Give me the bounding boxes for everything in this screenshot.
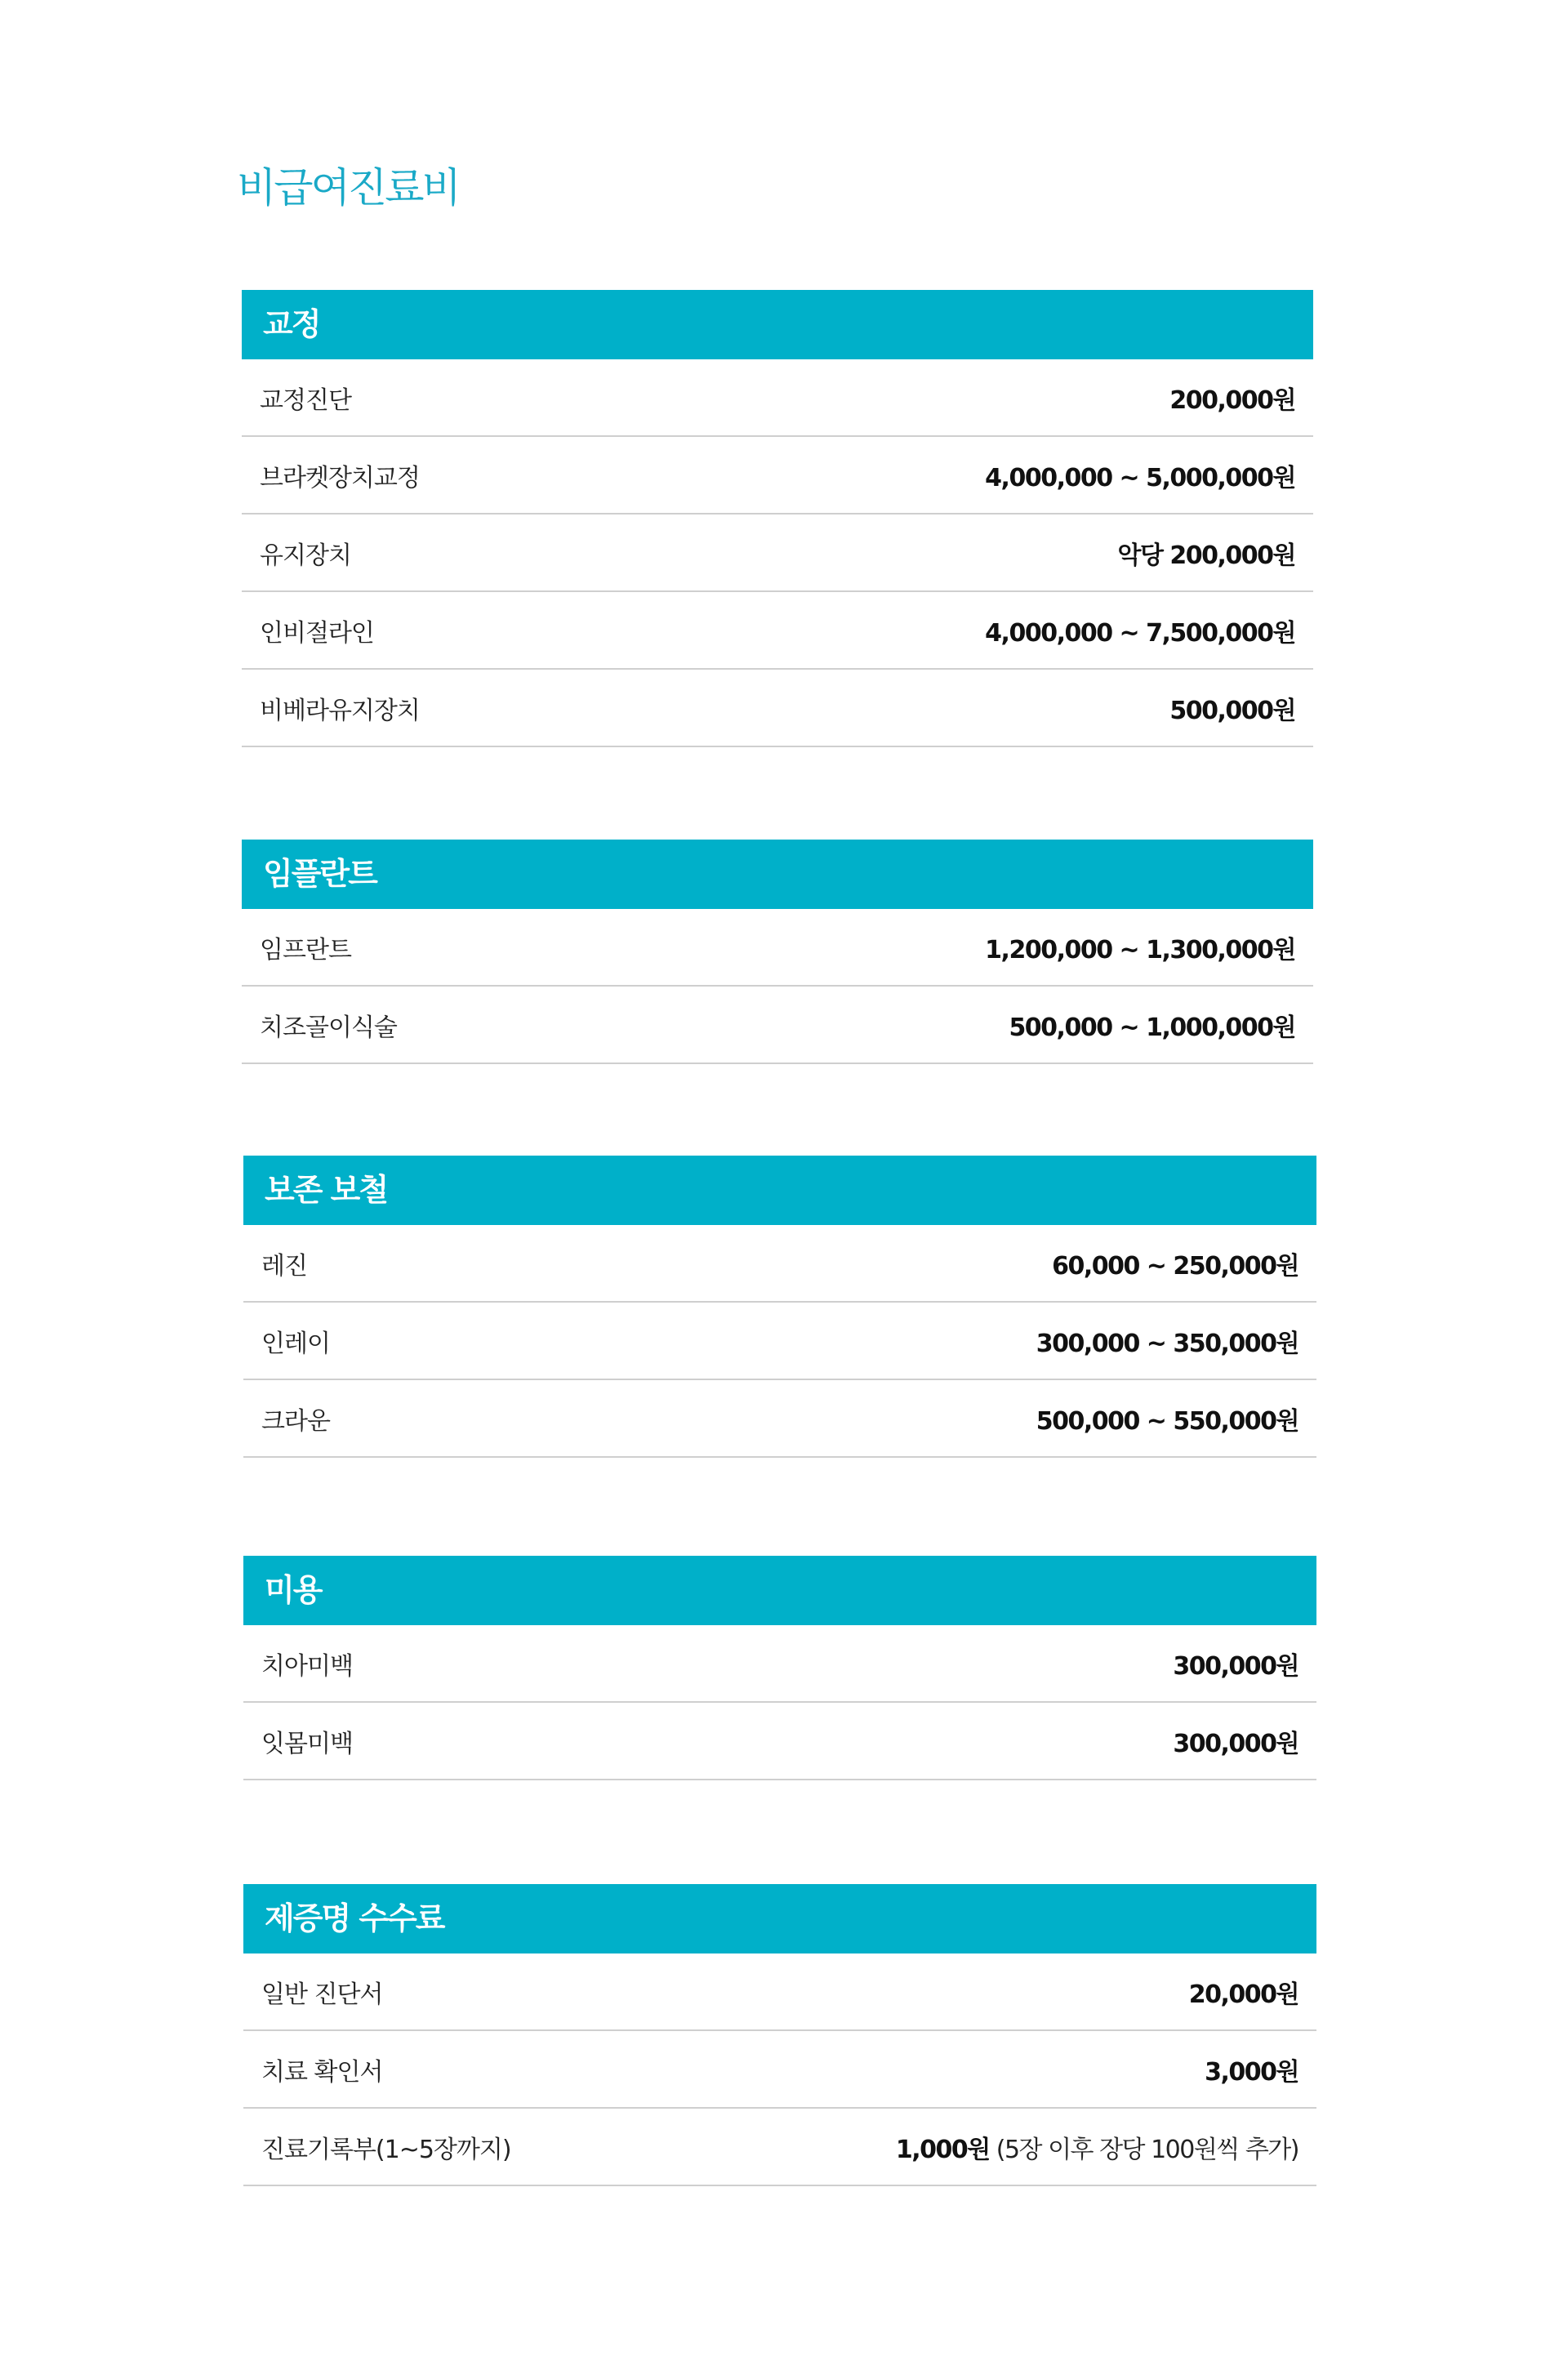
item-label: 치조골이식술 — [260, 1013, 397, 1042]
section-orthodontics — [242, 290, 1313, 747]
item-price: 20,000원 — [1188, 1980, 1298, 2009]
section-implant — [242, 840, 1313, 1064]
page-title: 비급여진료비 — [237, 164, 459, 212]
price-row — [243, 1380, 1316, 1458]
price-row — [243, 1303, 1316, 1380]
section-header: 보존 보철 — [243, 1156, 1316, 1225]
item-price: 500,000 ~ 1,000,000원 — [1009, 1013, 1295, 1042]
item-note: (5장 이후 장당 100원씩 추가) — [996, 2135, 1298, 2164]
price-row — [243, 1703, 1316, 1780]
section-header: 임플란트 — [242, 840, 1313, 909]
price-row — [242, 987, 1313, 1064]
item-price: 1,000원 — [895, 2135, 990, 2164]
item-price: 500,000 ~ 550,000원 — [1036, 1406, 1298, 1436]
price-row — [242, 359, 1313, 437]
item-label: 비베라유지장치 — [260, 696, 420, 725]
section-certificate-fees — [243, 1884, 1316, 2186]
price-row — [243, 2031, 1316, 2109]
item-price: 4,000,000 ~ 5,000,000원 — [985, 463, 1295, 492]
price-row — [243, 1953, 1316, 2031]
item-price: 1,200,000 ~ 1,300,000원 — [985, 935, 1295, 964]
item-label: 크라운 — [261, 1406, 330, 1436]
item-label: 교정진단 — [260, 385, 351, 415]
price-row — [243, 1625, 1316, 1703]
item-label: 치아미백 — [261, 1651, 353, 1681]
item-label: 레진 — [261, 1251, 307, 1281]
section-restorative — [243, 1156, 1316, 1458]
item-price: 300,000 ~ 350,000원 — [1036, 1329, 1298, 1358]
section-header: 미용 — [243, 1556, 1316, 1625]
item-label: 진료기록부(1~5장까지) — [261, 2135, 511, 2164]
item-value — [896, 2129, 1298, 2165]
item-price: 500,000원 — [1169, 696, 1295, 725]
price-row — [242, 515, 1313, 592]
section-header: 제증명 수수료 — [243, 1884, 1316, 1953]
price-row — [243, 2109, 1316, 2186]
price-row — [242, 592, 1313, 670]
item-price: 악당 200,000원 — [1117, 541, 1295, 570]
item-price: 300,000원 — [1173, 1729, 1298, 1758]
price-row — [242, 909, 1313, 987]
item-price: 4,000,000 ~ 7,500,000원 — [985, 618, 1295, 648]
item-label: 브라켓장치교정 — [260, 463, 420, 492]
price-row — [243, 1225, 1316, 1303]
item-price: 300,000원 — [1173, 1651, 1298, 1681]
section-cosmetic — [243, 1556, 1316, 1780]
item-label: 일반 진단서 — [261, 1980, 383, 2009]
item-label: 인비절라인 — [260, 618, 374, 648]
item-label: 치료 확인서 — [261, 2057, 383, 2087]
item-price: 200,000원 — [1169, 385, 1295, 415]
price-row — [242, 437, 1313, 515]
item-label: 인레이 — [261, 1329, 330, 1358]
section-header: 교정 — [242, 290, 1313, 359]
item-label: 잇몸미백 — [261, 1729, 353, 1758]
item-price: 60,000 ~ 250,000원 — [1052, 1251, 1298, 1281]
item-label: 유지장치 — [260, 541, 351, 570]
price-row — [242, 670, 1313, 747]
item-label: 임프란트 — [260, 935, 351, 964]
item-price: 3,000원 — [1205, 2057, 1298, 2087]
